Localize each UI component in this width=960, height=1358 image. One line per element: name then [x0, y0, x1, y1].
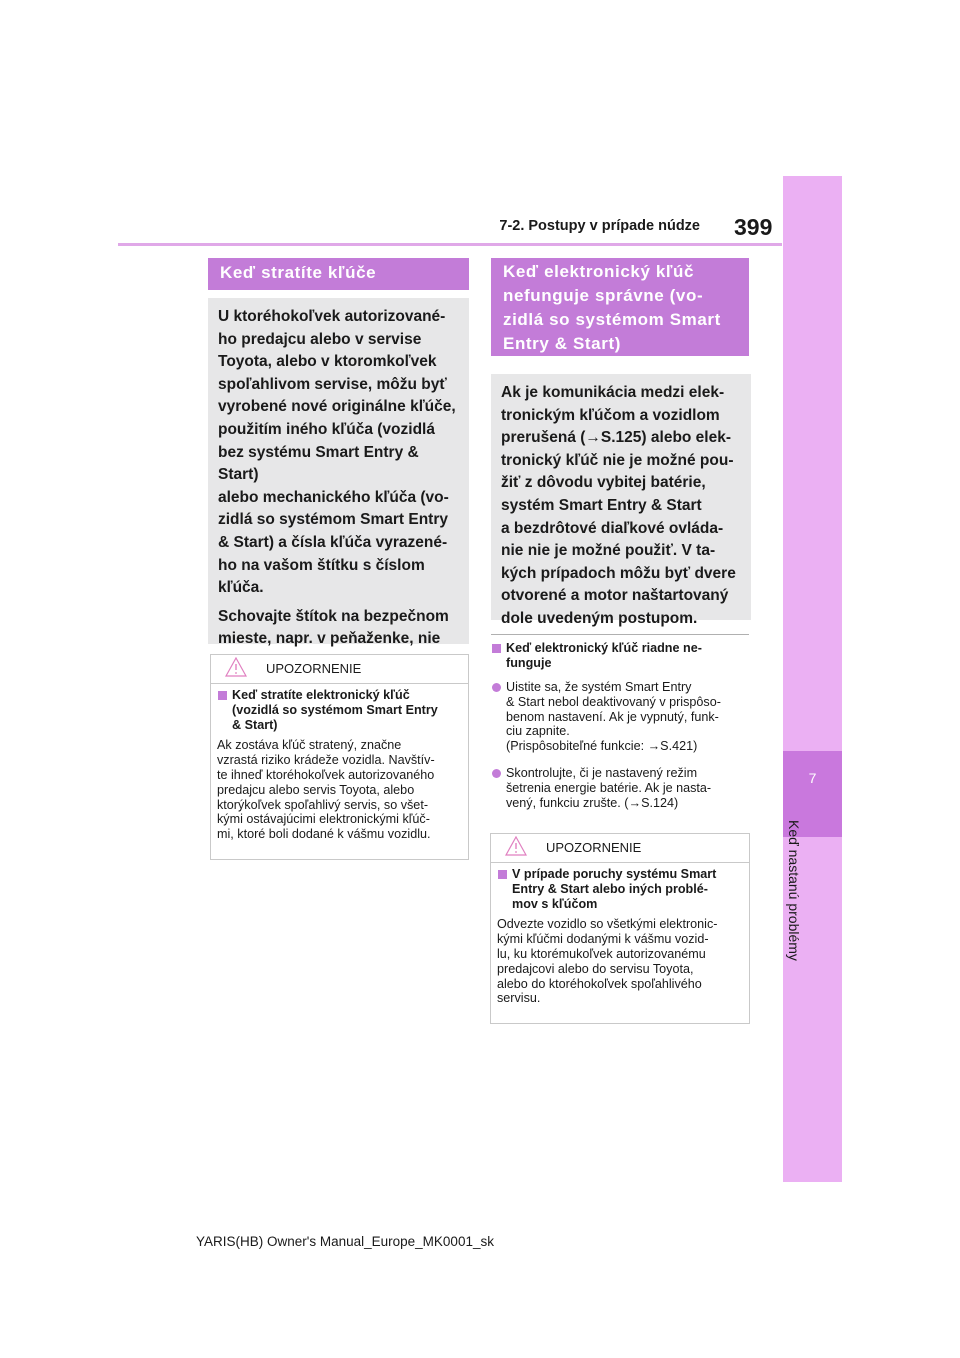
warning-box-lost-key	[210, 654, 469, 860]
warning-title: UPOZORNENIE	[266, 661, 362, 676]
chapter-number: 7	[808, 770, 817, 786]
subheading-key-not-working	[491, 641, 749, 671]
bullet-item	[491, 766, 753, 810]
lost-keys-paragraph-1: U ktoréhokoľvek autorizované- ho predajcu alebo v servise Toyota, alebo v ktoromkoľvek spoľahlivom servise, môžu byť vyrobené nové originálne kľúče, použitím iného kľúča (vozidlá bez systému Smart Entry & Start) alebo mechanického kľúča (vo- zidlá so systémom Smart Entry & Start) a čísla kľúča vyrazené- ho na vašom štítku s číslom kľúča.	[218, 308, 456, 597]
warning-text: Ak zostáva kľúč stratený, značne vzrastá riziko krádeže vozidla. Navštív- te ihneď ktoréhokoľvek autorizovaného predajcu alebo servis Toyota, alebo ktorýkoľvek spoľahlivý servis, so všet- kými ostávajúcimi elektronickými kľúč- mi, ktoré boli dodané k vášmu vozidlu.	[217, 738, 435, 842]
chapter-label: Keď nastanú problémy	[786, 820, 802, 961]
warning-header	[491, 834, 749, 863]
footer-manual-id: YARIS(HB) Owner's Manual_Europe_MK0001_sk	[196, 1234, 494, 1249]
warning-triangle-icon	[505, 836, 527, 856]
warning-title: UPOZORNENIE	[546, 840, 642, 855]
warning-body	[491, 863, 749, 1010]
bullet-item	[491, 680, 753, 754]
subheading-text: Keď elektronický kľúč riadne ne- funguje	[506, 641, 702, 670]
chapter-side-tab	[783, 176, 842, 1182]
round-bullet-icon	[492, 769, 501, 778]
warning-box-system-malfunction	[490, 833, 750, 1024]
divider	[491, 634, 749, 635]
bullet-text: Uistite sa, že systém Smart Entry & Start nebol deaktivovaný v prispôso- benom nastavení. Ak je vypnutý, funk- ciu zapnite. (Prispôsobiteľné funkcie: →S.421)	[506, 680, 721, 754]
square-bullet-icon	[498, 870, 507, 879]
page-number: 399	[734, 214, 773, 240]
key-malfunction-box	[491, 374, 751, 627]
warning-text: Odvezte vozidlo so všetkými elektronic- kými kľúčmi dodanými k vášmu vozid- lu, ku ktorémukoľvek autorizovanému predajcovi alebo do servisu Toyota, alebo do ktoréhokoľvek spoľahlivého servisu.	[497, 917, 718, 1006]
warning-subheading	[497, 867, 743, 911]
round-bullet-icon	[492, 683, 501, 692]
warning-subheading-text: Keď stratíte elektronický kľúč (vozidlá so systémom Smart Entry & Start)	[232, 688, 438, 732]
heading-lost-keys: Keď stratíte kľúče	[208, 258, 469, 290]
bullet-text: Skontrolujte, či je nastavený režim šetrenia energie batérie. Ak je nasta- vený, funkciu zrušte. (→S.124)	[506, 766, 712, 810]
square-bullet-icon	[218, 691, 227, 700]
warning-triangle-icon	[225, 657, 247, 677]
header-rule	[118, 243, 782, 246]
section-title: 7-2. Postupy v prípade núdze	[499, 218, 700, 234]
warning-body	[211, 684, 468, 846]
square-bullet-icon	[492, 644, 501, 653]
warning-subheading	[217, 688, 462, 732]
warning-subheading-text: V prípade poruchy systému Smart Entry & Start alebo iných problé- mov s kľúčom	[512, 867, 717, 911]
key-malfunction-paragraph: Ak je komunikácia medzi elek- tronickým kľúčom a vozidlom prerušená (→S.125) alebo elek- tronický kľúč nie je možné pou- žiť z dôvodu vybitej batérie, systém Smart Entry & Start a bezdrôtové diaľkové ovláda- nie nie je možné použiť. V ta- kých prípadoch môžu byť dvere otvorené a motor naštartovaný dole uvedeným postupom.	[501, 384, 736, 627]
lost-keys-paragraph-2: Schovajte štítok na bezpečnom mieste, napr. v peňaženke, nie	[218, 607, 449, 648]
lost-keys-box	[208, 298, 469, 648]
warning-header	[211, 655, 468, 684]
heading-key-malfunction: Keď elektronický kľúč nefunguje správne (vo- zidlá so systémom Smart Entry & Start)	[491, 258, 749, 356]
